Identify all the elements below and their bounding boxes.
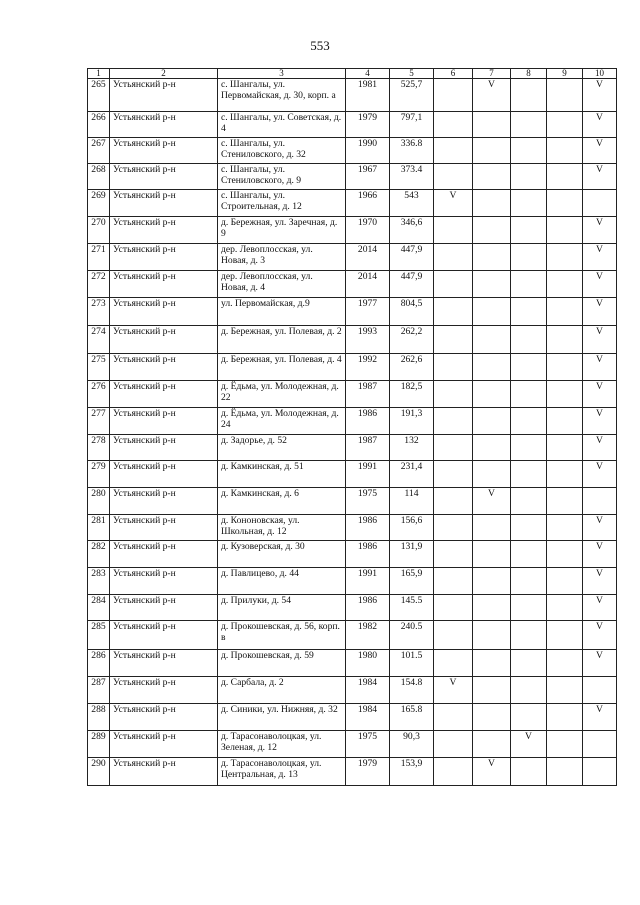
col10-mark: V — [583, 541, 617, 568]
col10-mark: V — [583, 621, 617, 650]
address-cell: д. Камкинская, д. 6 — [218, 488, 346, 515]
col-header-2: 2 — [110, 69, 218, 79]
address-cell: с. Шангалы, ул. Строительная, д. 12 — [218, 190, 346, 217]
year-cell: 1990 — [346, 138, 390, 164]
district-cell: Устьянский р-н — [110, 568, 218, 595]
col-header-8: 8 — [511, 69, 547, 79]
table-row — [88, 164, 617, 190]
col6-mark — [434, 271, 473, 298]
district-cell: Устьянский р-н — [110, 79, 218, 112]
col6-mark — [434, 488, 473, 515]
address-cell: д. Бережная, ул. Полевая, д. 4 — [218, 354, 346, 381]
table-row — [88, 488, 617, 515]
row-number: 267 — [88, 138, 110, 164]
col9-mark — [547, 488, 583, 515]
address-cell: с. Шангалы, ул. Первомайская, д. 30, корп. а — [218, 79, 346, 112]
year-cell: 1980 — [346, 650, 390, 677]
col7-mark — [473, 650, 511, 677]
col7-mark — [473, 704, 511, 731]
district-cell: Устьянский р-н — [110, 758, 218, 786]
col10-mark — [583, 190, 617, 217]
col7-mark — [473, 381, 511, 408]
year-cell: 1986 — [346, 408, 390, 435]
row-number: 266 — [88, 112, 110, 138]
col9-mark — [547, 515, 583, 541]
col9-mark — [547, 677, 583, 704]
year-cell: 1984 — [346, 677, 390, 704]
table-row — [88, 271, 617, 298]
row-number: 290 — [88, 758, 110, 786]
table-row — [88, 461, 617, 488]
col6-mark — [434, 381, 473, 408]
year-cell: 1979 — [346, 112, 390, 138]
table-row — [88, 568, 617, 595]
district-cell: Устьянский р-н — [110, 298, 218, 326]
row-number: 272 — [88, 271, 110, 298]
col7-mark — [473, 677, 511, 704]
col8-mark — [511, 704, 547, 731]
address-cell: д. Кононовская, ул. Школьная, д. 12 — [218, 515, 346, 541]
col6-mark — [434, 435, 473, 461]
column-number-row — [88, 69, 617, 79]
col9-mark — [547, 435, 583, 461]
year-cell: 1970 — [346, 217, 390, 244]
district-cell: Устьянский р-н — [110, 731, 218, 758]
district-cell: Устьянский р-н — [110, 354, 218, 381]
year-cell: 1987 — [346, 381, 390, 408]
col6-mark — [434, 298, 473, 326]
row-number: 271 — [88, 244, 110, 271]
col9-mark — [547, 190, 583, 217]
col10-mark: V — [583, 326, 617, 354]
year-cell: 1975 — [346, 731, 390, 758]
col9-mark — [547, 217, 583, 244]
col9-mark — [547, 541, 583, 568]
col10-mark — [583, 677, 617, 704]
year-cell: 1967 — [346, 164, 390, 190]
col7-mark — [473, 461, 511, 488]
col7-mark: V — [473, 79, 511, 112]
address-cell: д. Ёдьма, ул. Молодежная, д. 24 — [218, 408, 346, 435]
row-number: 281 — [88, 515, 110, 541]
col6-mark — [434, 461, 473, 488]
area-cell: 165,9 — [390, 568, 434, 595]
district-cell: Устьянский р-н — [110, 461, 218, 488]
col10-mark: V — [583, 461, 617, 488]
col8-mark — [511, 461, 547, 488]
col10-mark: V — [583, 650, 617, 677]
district-cell: Устьянский р-н — [110, 164, 218, 190]
district-cell: Устьянский р-н — [110, 435, 218, 461]
col7-mark — [473, 621, 511, 650]
district-cell: Устьянский р-н — [110, 217, 218, 244]
col7-mark — [473, 298, 511, 326]
col9-mark — [547, 138, 583, 164]
col7-mark — [473, 515, 511, 541]
col9-mark — [547, 326, 583, 354]
address-cell: д. Прокошевская, д. 59 — [218, 650, 346, 677]
year-cell: 1987 — [346, 435, 390, 461]
year-cell: 2014 — [346, 271, 390, 298]
col9-mark — [547, 271, 583, 298]
col8-mark: V — [511, 731, 547, 758]
district-cell: Устьянский р-н — [110, 138, 218, 164]
area-cell: 373.4 — [390, 164, 434, 190]
col9-mark — [547, 112, 583, 138]
col10-mark: V — [583, 515, 617, 541]
col9-mark — [547, 758, 583, 786]
col7-mark — [473, 595, 511, 621]
row-number: 269 — [88, 190, 110, 217]
district-cell: Устьянский р-н — [110, 112, 218, 138]
col10-mark: V — [583, 164, 617, 190]
address-cell: дер. Левоплосская, ул. Новая, д. 4 — [218, 271, 346, 298]
table-row — [88, 354, 617, 381]
table-row — [88, 595, 617, 621]
col10-mark: V — [583, 381, 617, 408]
col9-mark — [547, 568, 583, 595]
table-row — [88, 112, 617, 138]
col7-mark — [473, 164, 511, 190]
col6-mark — [434, 704, 473, 731]
col9-mark — [547, 244, 583, 271]
address-cell: ул. Первомайская, д.9 — [218, 298, 346, 326]
area-cell: 90,3 — [390, 731, 434, 758]
year-cell: 1977 — [346, 298, 390, 326]
table-row — [88, 244, 617, 271]
col10-mark: V — [583, 568, 617, 595]
address-cell: д. Тарасонаволоцкая, ул. Зеленая, д. 12 — [218, 731, 346, 758]
year-cell: 1986 — [346, 541, 390, 568]
area-cell: 231,4 — [390, 461, 434, 488]
year-cell: 1979 — [346, 758, 390, 786]
table-row — [88, 217, 617, 244]
col7-mark: V — [473, 758, 511, 786]
area-cell: 131,9 — [390, 541, 434, 568]
row-number: 276 — [88, 381, 110, 408]
row-number: 287 — [88, 677, 110, 704]
col10-mark: V — [583, 354, 617, 381]
area-cell: 153,9 — [390, 758, 434, 786]
col9-mark — [547, 461, 583, 488]
col7-mark — [473, 568, 511, 595]
address-cell: д. Задорье, д. 52 — [218, 435, 346, 461]
col7-mark — [473, 435, 511, 461]
table-row — [88, 190, 617, 217]
col6-mark — [434, 244, 473, 271]
col6-mark — [434, 731, 473, 758]
row-number: 273 — [88, 298, 110, 326]
row-number: 265 — [88, 79, 110, 112]
col8-mark — [511, 541, 547, 568]
col-header-10: 10 — [583, 69, 617, 79]
col-header-7: 7 — [473, 69, 511, 79]
col10-mark: V — [583, 217, 617, 244]
area-cell: 804,5 — [390, 298, 434, 326]
col8-mark — [511, 217, 547, 244]
area-cell: 336.8 — [390, 138, 434, 164]
col10-mark: V — [583, 408, 617, 435]
col9-mark — [547, 731, 583, 758]
area-cell: 191,3 — [390, 408, 434, 435]
col8-mark — [511, 244, 547, 271]
area-cell: 165.8 — [390, 704, 434, 731]
district-cell: Устьянский р-н — [110, 704, 218, 731]
col6-mark — [434, 621, 473, 650]
address-cell: д. Бережная, ул. Полевая, д. 2 — [218, 326, 346, 354]
area-cell: 156,6 — [390, 515, 434, 541]
table-row — [88, 677, 617, 704]
col10-mark: V — [583, 244, 617, 271]
col9-mark — [547, 621, 583, 650]
row-number: 283 — [88, 568, 110, 595]
col7-mark — [473, 326, 511, 354]
col8-mark — [511, 621, 547, 650]
area-cell: 240.5 — [390, 621, 434, 650]
col8-mark — [511, 568, 547, 595]
area-cell: 154.8 — [390, 677, 434, 704]
col9-mark — [547, 298, 583, 326]
row-number: 277 — [88, 408, 110, 435]
col8-mark — [511, 298, 547, 326]
year-cell: 1975 — [346, 488, 390, 515]
year-cell: 1986 — [346, 515, 390, 541]
area-cell: 145.5 — [390, 595, 434, 621]
col7-mark — [473, 541, 511, 568]
col7-mark — [473, 217, 511, 244]
area-cell: 114 — [390, 488, 434, 515]
col-header-5: 5 — [390, 69, 434, 79]
district-cell: Устьянский р-н — [110, 515, 218, 541]
col7-mark — [473, 731, 511, 758]
col6-mark — [434, 217, 473, 244]
row-number: 286 — [88, 650, 110, 677]
col7-mark — [473, 190, 511, 217]
district-cell: Устьянский р-н — [110, 408, 218, 435]
area-cell: 262,6 — [390, 354, 434, 381]
col9-mark — [547, 408, 583, 435]
address-cell: д. Синики, ул. Нижняя, д. 32 — [218, 704, 346, 731]
area-cell: 525,7 — [390, 79, 434, 112]
col6-mark — [434, 758, 473, 786]
area-cell: 543 — [390, 190, 434, 217]
address-cell: д. Ёдьма, ул. Молодежная, д. 22 — [218, 381, 346, 408]
col8-mark — [511, 650, 547, 677]
col8-mark — [511, 271, 547, 298]
col6-mark — [434, 408, 473, 435]
year-cell: 1984 — [346, 704, 390, 731]
row-number: 274 — [88, 326, 110, 354]
row-number: 289 — [88, 731, 110, 758]
table-row — [88, 298, 617, 326]
year-cell: 1991 — [346, 461, 390, 488]
col6-mark — [434, 515, 473, 541]
col8-mark — [511, 112, 547, 138]
area-cell: 447,9 — [390, 244, 434, 271]
col6-mark — [434, 164, 473, 190]
col8-mark — [511, 79, 547, 112]
address-cell: с. Шангалы, ул. Стениловского, д. 9 — [218, 164, 346, 190]
address-cell: с. Шангалы, ул. Стениловского, д. 32 — [218, 138, 346, 164]
col8-mark — [511, 595, 547, 621]
district-cell: Устьянский р-н — [110, 271, 218, 298]
row-number: 282 — [88, 541, 110, 568]
area-cell: 262,2 — [390, 326, 434, 354]
col10-mark — [583, 758, 617, 786]
table-row — [88, 541, 617, 568]
year-cell: 1992 — [346, 354, 390, 381]
col8-mark — [511, 354, 547, 381]
col9-mark — [547, 650, 583, 677]
col-header-1: 1 — [88, 69, 110, 79]
col6-mark — [434, 568, 473, 595]
table-row — [88, 650, 617, 677]
address-cell: дер. Левоплосская, ул. Новая, д. 3 — [218, 244, 346, 271]
table-row — [88, 731, 617, 758]
table-row — [88, 621, 617, 650]
col8-mark — [511, 677, 547, 704]
col7-mark — [473, 408, 511, 435]
year-cell: 1991 — [346, 568, 390, 595]
year-cell: 1993 — [346, 326, 390, 354]
area-cell: 182,5 — [390, 381, 434, 408]
district-cell: Устьянский р-н — [110, 190, 218, 217]
col7-mark — [473, 138, 511, 164]
col8-mark — [511, 190, 547, 217]
col6-mark — [434, 138, 473, 164]
address-cell: д. Бережная, ул. Заречная, д. 9 — [218, 217, 346, 244]
district-cell: Устьянский р-н — [110, 488, 218, 515]
year-cell: 2014 — [346, 244, 390, 271]
col8-mark — [511, 488, 547, 515]
year-cell: 1981 — [346, 79, 390, 112]
address-cell: д. Камкинская, д. 51 — [218, 461, 346, 488]
area-cell: 101.5 — [390, 650, 434, 677]
page-number: 553 — [310, 38, 330, 53]
col-header-4: 4 — [346, 69, 390, 79]
address-cell: с. Шангалы, ул. Советская, д. 4 — [218, 112, 346, 138]
col8-mark — [511, 326, 547, 354]
col7-mark — [473, 354, 511, 381]
col6-mark: V — [434, 190, 473, 217]
col9-mark — [547, 381, 583, 408]
row-number: 284 — [88, 595, 110, 621]
table-row — [88, 326, 617, 354]
col10-mark: V — [583, 298, 617, 326]
district-cell: Устьянский р-н — [110, 621, 218, 650]
table-row — [88, 704, 617, 731]
address-cell: д. Прокошевская, д. 56, корп. в — [218, 621, 346, 650]
table-row — [88, 138, 617, 164]
address-cell: д. Прилуки, д. 54 — [218, 595, 346, 621]
row-number: 279 — [88, 461, 110, 488]
col9-mark — [547, 79, 583, 112]
col6-mark: V — [434, 677, 473, 704]
table-row — [88, 408, 617, 435]
row-number: 278 — [88, 435, 110, 461]
col10-mark: V — [583, 704, 617, 731]
area-cell: 132 — [390, 435, 434, 461]
row-number: 288 — [88, 704, 110, 731]
col9-mark — [547, 164, 583, 190]
col-header-9: 9 — [547, 69, 583, 79]
col8-mark — [511, 138, 547, 164]
row-number: 270 — [88, 217, 110, 244]
row-number: 285 — [88, 621, 110, 650]
district-cell: Устьянский р-н — [110, 650, 218, 677]
col6-mark — [434, 79, 473, 112]
address-cell: д. Кузоверская, д. 30 — [218, 541, 346, 568]
table-row — [88, 381, 617, 408]
col-header-6: 6 — [434, 69, 473, 79]
col7-mark — [473, 244, 511, 271]
col10-mark — [583, 731, 617, 758]
table-row — [88, 79, 617, 112]
area-cell: 797,1 — [390, 112, 434, 138]
area-cell: 447,9 — [390, 271, 434, 298]
year-cell: 1986 — [346, 595, 390, 621]
col8-mark — [511, 758, 547, 786]
col10-mark: V — [583, 595, 617, 621]
col7-mark: V — [473, 488, 511, 515]
col10-mark: V — [583, 138, 617, 164]
address-cell: д. Сарбала, д. 2 — [218, 677, 346, 704]
district-cell: Устьянский р-н — [110, 326, 218, 354]
row-number: 280 — [88, 488, 110, 515]
col10-mark — [583, 488, 617, 515]
col6-mark — [434, 541, 473, 568]
district-cell: Устьянский р-н — [110, 541, 218, 568]
col8-mark — [511, 515, 547, 541]
col7-mark — [473, 112, 511, 138]
year-cell: 1982 — [346, 621, 390, 650]
col8-mark — [511, 164, 547, 190]
col9-mark — [547, 704, 583, 731]
col6-mark — [434, 326, 473, 354]
district-cell: Устьянский р-н — [110, 677, 218, 704]
district-cell: Устьянский р-н — [110, 595, 218, 621]
district-cell: Устьянский р-н — [110, 381, 218, 408]
col10-mark: V — [583, 112, 617, 138]
col9-mark — [547, 595, 583, 621]
col10-mark: V — [583, 435, 617, 461]
col8-mark — [511, 435, 547, 461]
row-number: 275 — [88, 354, 110, 381]
col6-mark — [434, 112, 473, 138]
table-row — [88, 515, 617, 541]
col-header-3: 3 — [218, 69, 346, 79]
table-row — [88, 435, 617, 461]
row-number: 268 — [88, 164, 110, 190]
col8-mark — [511, 408, 547, 435]
col10-mark: V — [583, 79, 617, 112]
col7-mark — [473, 271, 511, 298]
address-cell: д. Тарасонаволоцкая, ул. Центральная, д. 13 — [218, 758, 346, 786]
col6-mark — [434, 650, 473, 677]
col10-mark: V — [583, 271, 617, 298]
year-cell: 1966 — [346, 190, 390, 217]
table-row — [88, 758, 617, 786]
col6-mark — [434, 354, 473, 381]
col6-mark — [434, 595, 473, 621]
col9-mark — [547, 354, 583, 381]
area-cell: 346,6 — [390, 217, 434, 244]
housing-register-table — [87, 68, 617, 786]
col8-mark — [511, 381, 547, 408]
district-cell: Устьянский р-н — [110, 244, 218, 271]
address-cell: д. Павлицево, д. 44 — [218, 568, 346, 595]
